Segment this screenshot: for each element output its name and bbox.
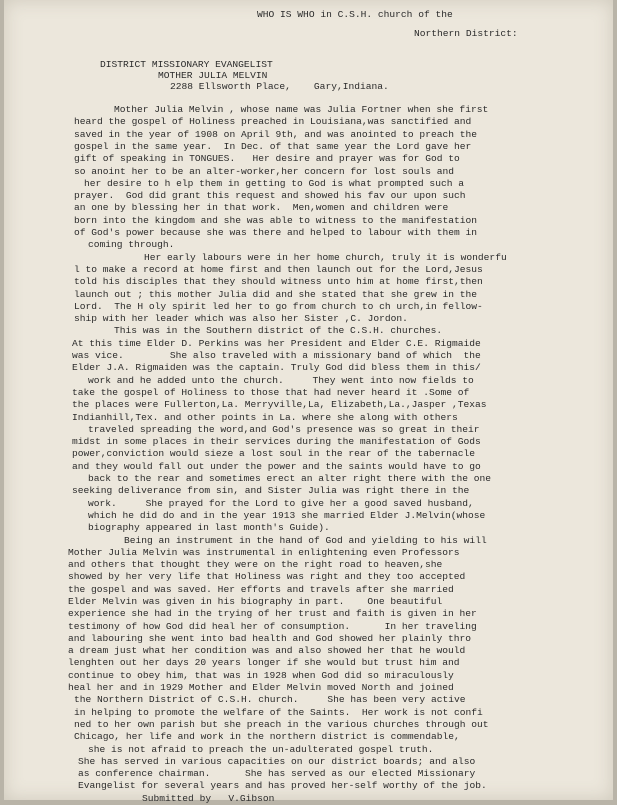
body-line: power,conviction would sieze a lost soul in the rear of the tabernacle xyxy=(72,448,476,459)
body-line: lenghten out her days 20 years longer if she would but trust him and xyxy=(68,657,460,668)
body-line: launch out ; this mother Julia did and she stated that she grew in the xyxy=(74,289,478,300)
body-line: gospel in the same year. In Dec. of that same year the Lord gave her xyxy=(74,141,472,152)
body-line: continue to obey him, that was in 1928 when God did so miraculously xyxy=(68,670,454,681)
title-line: MOTHER JULIA MELVIN xyxy=(158,70,268,81)
body-line: in helping to promote the welfare of the Saints. Her work is not confi xyxy=(74,707,483,718)
document-page xyxy=(4,0,613,804)
body-line: heard the gospel of Holiness preached in Louisiana,was sanctified and xyxy=(74,116,472,127)
body-line: Chicago, her life and work in the northern district is commendable, xyxy=(74,731,460,742)
body-line: testimony of how God did heal her of consumption. In her traveling xyxy=(68,621,477,632)
body-line: l to make a record at home first and then launch out for the Lord,Jesus xyxy=(74,264,483,275)
body-line: so anoint her to be an alter-worker,her concern for lost souls and xyxy=(74,166,454,177)
body-line: take the gospel of Holiness to those that had never heard it .Some of xyxy=(72,387,470,398)
body-line: Mother Julia Melvin was instrumental in enlightening even Professors xyxy=(68,547,460,558)
body-line: told his disciples that they should witness unto him at home first,then xyxy=(74,276,483,287)
body-line: Elder Melvin was given in his biography in part. One beautiful xyxy=(68,596,443,607)
body-line: of God's power because she was there and helped to labour with them in xyxy=(74,227,478,238)
body-line: She has served in various capacities on our district boards; and also xyxy=(78,756,476,767)
body-line: and others that thought they were on the right road to heaven,she xyxy=(68,559,443,570)
body-line: This was in the Southern district of the C.S.H. churches. xyxy=(114,325,443,336)
body-line: back to the rear and sometimes erect an alter right there with the one xyxy=(88,473,492,484)
body-line: showed by her very life that Holiness was right and they too accepted xyxy=(68,571,466,582)
body-line: At this time Elder D. Perkins was her President and Elder C.E. Rigmaide xyxy=(72,338,481,349)
body-line: born into the kingdom and she was able to witness to the manifestation xyxy=(74,215,478,226)
body-line: Mother Julia Melvin , whose name was Julia Fortner when she first xyxy=(114,104,489,115)
body-line: ned to her own parish but she preach in the various churches through out xyxy=(74,719,489,730)
header-line: WHO IS WHO in C.S.H. church of the xyxy=(257,9,453,20)
body-line: a dream just what her condition was and also showed her that he would xyxy=(68,645,466,656)
body-line: Submitted by V.Gibson xyxy=(142,793,275,804)
body-line: saved in the year of 1908 on April 9th, and was anointed to preach the xyxy=(74,129,478,140)
body-line: as conference chairman. She has served as our elected Missionary xyxy=(78,768,476,779)
body-line: her desire to h elp them in getting to God is what prompted such a xyxy=(84,178,464,189)
body-line: Lord. The H oly spirit led her to go from church to ch urch,in fellow- xyxy=(74,301,483,312)
body-line: midst in some places in their services during the manifestation of Gods xyxy=(72,436,481,447)
body-line: the Northern District of C.S.H. church. She has been very active xyxy=(74,694,466,705)
header-line: Northern District: xyxy=(414,28,518,39)
body-line: seeking deliverance from sin, and Sister Julia was right there in the xyxy=(72,485,470,496)
body-line: the gospel and was saved. Her efforts and travels after she married xyxy=(68,584,454,595)
body-line: Indianhill,Tex. and other points in La. where she along with others xyxy=(72,412,458,423)
body-line: Her early labours were in her home church, truly it is wonderfu xyxy=(144,252,507,263)
body-line: an one by blessing her in that work. Men,women and children were xyxy=(74,202,449,213)
body-line: work. She prayed for the Lord to give her a good saved husband, xyxy=(88,498,474,509)
body-line: gift of speaking in TONGUES. Her desire and prayer was for God to xyxy=(74,153,460,164)
body-line: Elder J.A. Rigmaiden was the captain. Truly God did bless them in this/ xyxy=(72,362,481,373)
body-line: she is not afraid to preach the un-adulterated gospel truth. xyxy=(88,744,434,755)
body-line: Evangelist for several years and has proved her-self worthy of the job. xyxy=(78,780,487,791)
body-line: which he did do and in the year 1913 she married Elder J.Melvin(whose xyxy=(88,510,486,521)
body-line: prayer. God did grant this request and showed his fav our upon such xyxy=(74,190,466,201)
body-line: traveled spreading the word,and God's presence was so great in their xyxy=(88,424,480,435)
body-line: and labouring she went into bad health and God showed her plainly thro xyxy=(68,633,472,644)
body-line: biography appeared in last month's Guide). xyxy=(88,522,330,533)
body-line: was vice. She also traveled with a missionary band of which the xyxy=(72,350,481,361)
title-line: DISTRICT MISSIONARY EVANGELIST xyxy=(100,59,273,70)
body-line: heal her and in 1929 Mother and Elder Melvin moved North and joined xyxy=(68,682,454,693)
body-line: coming through. xyxy=(88,239,175,250)
body-line: experience she had in the trying of her trust and faith is given in her xyxy=(68,608,477,619)
body-line: work and he added unto the church. They went into now fields to xyxy=(88,375,474,386)
body-line: and they would fall out under the power and the saints would have to go xyxy=(72,461,481,472)
title-line: 2288 Ellsworth Place, Gary,Indiana. xyxy=(170,81,389,92)
body-line: the places were Fullerton,La. Merryville,La, Elizabeth,La.,Jasper ,Texas xyxy=(72,399,487,410)
body-line: ship with her leader which was also her Sister ,C. Jordon. xyxy=(74,313,408,324)
body-line: Being an instrument in the hand of God and yielding to his will xyxy=(124,535,487,546)
